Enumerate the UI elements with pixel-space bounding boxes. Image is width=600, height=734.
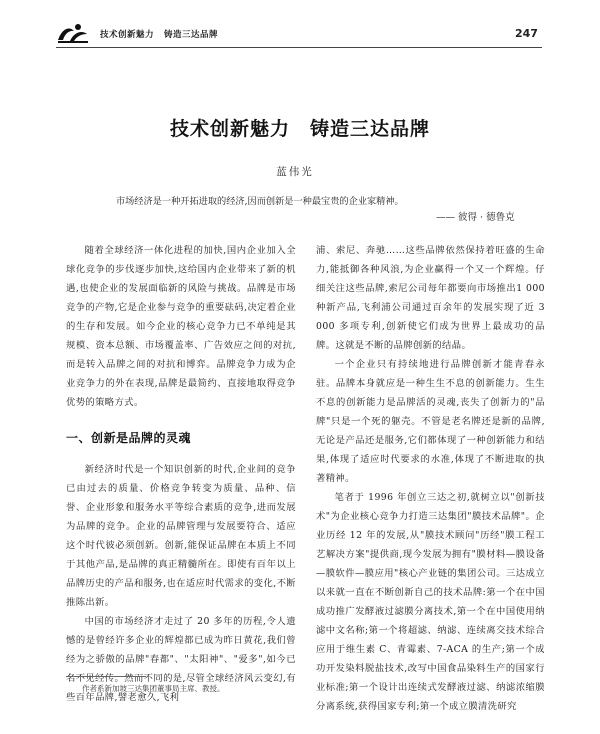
section-heading: 一、创新是品牌的灵魂 — [66, 431, 192, 445]
body-paragraph-continued: 浦、索尼、奔驰……这些品牌依然保持着旺盛的生命力,能抵御各种风浪,为企业赢得一个又一个辉煌。仔细关注这些品牌,索尼公司每年都要向市场推出1 000种新产品,飞利浦公司通过百余年的发展实现了近 3 000 多项专利,创新使它们成为世界上最成功的品牌。这就是不断的品牌创新的结晶。 — [316, 245, 545, 351]
running-header-subtitle: 铸造三达品牌 — [164, 30, 219, 40]
running-header-title — [100, 28, 218, 40]
epigraph-quote: 市场经济是一种开拓进取的经济,因而创新是一种最宝贵的企业家精神。 — [116, 196, 404, 207]
footnote-divider — [66, 676, 146, 677]
author-footnote: 作者系新加坡三达集团董事局主席、教授。 — [82, 684, 225, 693]
page-number: 247 — [515, 27, 538, 40]
body-paragraph: 新经济时代是一个知识创新的时代,企业间的竞争已由过去的质量、价格竞争转变为质量、品种、信誉、企业形象和服务水平等综合素质的竞争,进而发展为品牌的竞争。企业的品牌管理与发展要符合、适应这个时代彼必须创新。创新,能保证品牌在本质上不同于其他产品,是品牌的真正精髓所在。即使有百年以上品牌历史的产品和服务,也在适应时代需求的变化,不断推陈出新。 — [66, 464, 296, 608]
epigraph-attribution: —— 彼得 · 德鲁克 — [436, 212, 515, 223]
article-title: 技术创新魅力 铸造三达品牌 — [169, 118, 430, 140]
body-paragraph: 笔者于 1996 年创立三达之初,就树立以"创新技术"为企业核心竞争力打造三达集团"膜技术品牌"。企业历经 12 年的发展,从"膜技术顾问"历经"膜工程工艺解决方案"提供商,现今发展为拥有"膜材料—膜设备—膜软件—膜应用"核心产业链的集团公司。三达成立以来就一直在不断创新自己的技术品牌:第一个在中国成功推广发酵液过滤膜分离技术,第一个在中国使用纳滤中文名称;第一个将超滤、纳滤、连续离交技术综合应用于维生素 C、青霉素、7-ACA 的生产;第一个成功开发染料脱盐技术,改写中国食品染料生产的国家行业标准;第一个设计出连续式发酵液过滤、纳滤浓缩膜分离系统,获得国家专利;第一个成立膜清洗研究 — [316, 492, 545, 712]
publisher-logo-icon — [56, 22, 90, 44]
body-column-right — [316, 241, 545, 716]
header-divider — [56, 47, 542, 48]
body-paragraph: 中国的市场经济才走过了 20 多年的历程,令人遗憾的是曾经许多企业的辉煌都已成为昨日黄花,我们曾经为之骄傲的品牌"春都"、"太阳神"、"爱多",如今已名不见经传。然而不同的是,尽管全球经济风云变幻,有些百年品牌,譬老愈久,飞利 — [66, 616, 296, 703]
article-author: 蓝伟光 — [276, 166, 314, 178]
intro-paragraph: 随着全球经济一体化进程的加快,国内企业加入全球化竞争的步伐逐步加快,这给国内企业带来了新的机遇,也使企业的发展面临新的风险与挑战。品牌是市场竞争的产物,它是企业参与竞争的重要砝码,决定着企业的生存和发展。如今企业的核心竞争力已不单纯是其规模、资本总额、市场覆盖率、广告效应之间的对抗,而是转入品牌之间的对抗和博弈。品牌竞争力成为企业竞争力的外在表现,品牌是最简约、直接地取得竞争优势的策略方式。 — [66, 245, 296, 408]
running-header-section: 技术创新魅力 — [100, 30, 155, 40]
body-column-left — [66, 241, 296, 707]
body-paragraph: 一个企业只有持续地进行品牌创新才能青春永驻。品牌本身就应是一种生生不息的创新能力。生生不息的创新能力是品牌活的灵魂,丧失了创新力的"品牌"只是一个死的躯壳。不管是老名牌还是新的品牌,无论是产品还是服务,它们都体现了一种创新能力和结果,体现了适应时代要求的水准,体现了不断进取的执著精神。 — [316, 359, 545, 484]
running-header — [0, 0, 600, 60]
